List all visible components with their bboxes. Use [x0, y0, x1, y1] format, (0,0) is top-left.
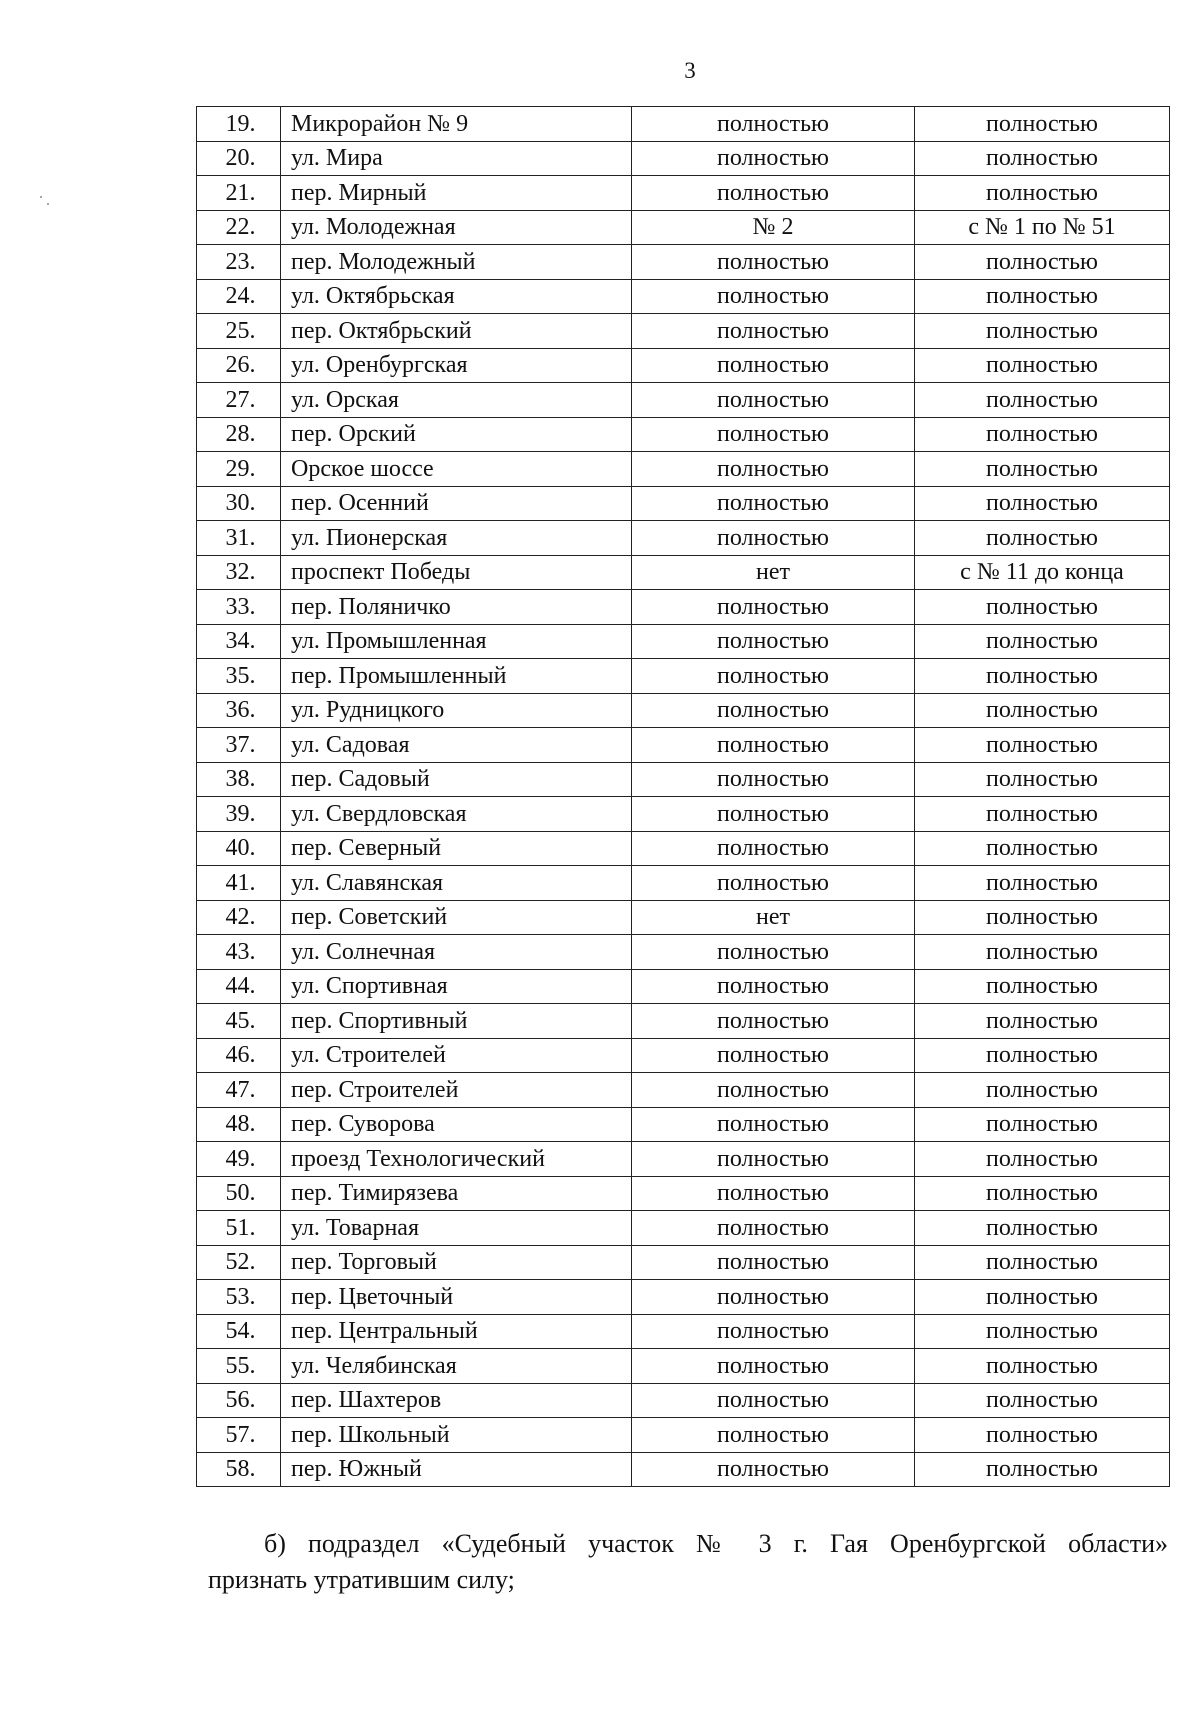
- coverage-b-cell: полностью: [915, 1245, 1170, 1280]
- street-name-cell: ул. Солнечная: [281, 935, 632, 970]
- row-number-cell: 44.: [197, 969, 281, 1004]
- paragraph-line-1: б) подраздел «Судебный участок № 3 г. Гая Оренбургской области»: [264, 1529, 1168, 1558]
- row-number-cell: 39.: [197, 797, 281, 832]
- row-number-cell: 43.: [197, 935, 281, 970]
- coverage-b-cell: с № 1 по № 51: [915, 210, 1170, 245]
- coverage-a-cell: полностью: [632, 417, 915, 452]
- street-name-cell: пер. Молодежный: [281, 245, 632, 280]
- table-row: [197, 1142, 1170, 1177]
- row-number-cell: 49.: [197, 1142, 281, 1177]
- coverage-a-cell: полностью: [632, 1349, 915, 1384]
- coverage-b-cell: полностью: [915, 1314, 1170, 1349]
- street-name-cell: пер. Спортивный: [281, 1004, 632, 1039]
- coverage-b-cell: полностью: [915, 797, 1170, 832]
- street-name-cell: ул. Товарная: [281, 1211, 632, 1246]
- street-name-cell: пер. Центральный: [281, 1314, 632, 1349]
- coverage-b-cell: полностью: [915, 831, 1170, 866]
- table-row: [197, 624, 1170, 659]
- coverage-a-cell: полностью: [632, 1038, 915, 1073]
- coverage-a-cell: полностью: [632, 935, 915, 970]
- row-number-cell: 56.: [197, 1383, 281, 1418]
- row-number-cell: 41.: [197, 866, 281, 901]
- table-row: [197, 590, 1170, 625]
- coverage-a-cell: полностью: [632, 762, 915, 797]
- coverage-a-cell: нет: [632, 900, 915, 935]
- coverage-a-cell: полностью: [632, 383, 915, 418]
- row-number-cell: 57.: [197, 1418, 281, 1453]
- coverage-b-cell: полностью: [915, 624, 1170, 659]
- coverage-b-cell: полностью: [915, 107, 1170, 142]
- closing-paragraph: [208, 1526, 1168, 1598]
- table-row: [197, 383, 1170, 418]
- row-number-cell: 21.: [197, 176, 281, 211]
- row-number-cell: 42.: [197, 900, 281, 935]
- table-row: [197, 1245, 1170, 1280]
- coverage-b-cell: полностью: [915, 417, 1170, 452]
- coverage-b-cell: полностью: [915, 1280, 1170, 1315]
- coverage-b-cell: полностью: [915, 279, 1170, 314]
- coverage-a-cell: полностью: [632, 797, 915, 832]
- coverage-a-cell: полностью: [632, 831, 915, 866]
- coverage-a-cell: полностью: [632, 314, 915, 349]
- street-name-cell: ул. Пионерская: [281, 521, 632, 556]
- table-row: [197, 1280, 1170, 1315]
- table-row: [197, 1107, 1170, 1142]
- row-number-cell: 50.: [197, 1176, 281, 1211]
- coverage-b-cell: полностью: [915, 348, 1170, 383]
- streets-table-body: [197, 107, 1170, 1487]
- coverage-b-cell: полностью: [915, 1349, 1170, 1384]
- street-name-cell: пер. Южный: [281, 1452, 632, 1487]
- row-number-cell: 24.: [197, 279, 281, 314]
- street-name-cell: пер. Школьный: [281, 1418, 632, 1453]
- street-name-cell: пер. Орский: [281, 417, 632, 452]
- table-row: [197, 107, 1170, 142]
- street-name-cell: Микрорайон № 9: [281, 107, 632, 142]
- coverage-b-cell: полностью: [915, 728, 1170, 763]
- street-name-cell: ул. Строителей: [281, 1038, 632, 1073]
- street-name-cell: проспект Победы: [281, 555, 632, 590]
- coverage-a-cell: полностью: [632, 1142, 915, 1177]
- coverage-a-cell: полностью: [632, 1280, 915, 1315]
- coverage-a-cell: полностью: [632, 659, 915, 694]
- paragraph-line-2: признать утратившим силу;: [208, 1565, 515, 1594]
- table-row: [197, 279, 1170, 314]
- street-name-cell: пер. Промышленный: [281, 659, 632, 694]
- table-row: [197, 452, 1170, 487]
- coverage-b-cell: полностью: [915, 762, 1170, 797]
- street-name-cell: пер. Садовый: [281, 762, 632, 797]
- street-name-cell: Орское шоссе: [281, 452, 632, 487]
- row-number-cell: 20.: [197, 141, 281, 176]
- row-number-cell: 37.: [197, 728, 281, 763]
- coverage-b-cell: полностью: [915, 1004, 1170, 1039]
- table-row: [197, 1314, 1170, 1349]
- coverage-b-cell: полностью: [915, 1211, 1170, 1246]
- row-number-cell: 58.: [197, 1452, 281, 1487]
- coverage-a-cell: полностью: [632, 521, 915, 556]
- coverage-a-cell: нет: [632, 555, 915, 590]
- coverage-b-cell: полностью: [915, 452, 1170, 487]
- street-name-cell: ул. Славянская: [281, 866, 632, 901]
- street-name-cell: ул. Октябрьская: [281, 279, 632, 314]
- row-number-cell: 33.: [197, 590, 281, 625]
- coverage-a-cell: полностью: [632, 107, 915, 142]
- coverage-a-cell: полностью: [632, 141, 915, 176]
- coverage-a-cell: № 2: [632, 210, 915, 245]
- table-row: [197, 969, 1170, 1004]
- coverage-b-cell: полностью: [915, 866, 1170, 901]
- table-row: [197, 486, 1170, 521]
- coverage-b-cell: полностью: [915, 176, 1170, 211]
- row-number-cell: 38.: [197, 762, 281, 797]
- table-row: [197, 1073, 1170, 1108]
- coverage-b-cell: полностью: [915, 1418, 1170, 1453]
- coverage-a-cell: полностью: [632, 1211, 915, 1246]
- row-number-cell: 26.: [197, 348, 281, 383]
- coverage-a-cell: полностью: [632, 693, 915, 728]
- table-row: [197, 555, 1170, 590]
- table-row: [197, 314, 1170, 349]
- scan-speck: [40, 196, 42, 198]
- table-row: [197, 1211, 1170, 1246]
- street-name-cell: пер. Мирный: [281, 176, 632, 211]
- street-name-cell: ул. Молодежная: [281, 210, 632, 245]
- table-row: [197, 1383, 1170, 1418]
- table-row: [197, 1418, 1170, 1453]
- coverage-a-cell: полностью: [632, 1314, 915, 1349]
- row-number-cell: 19.: [197, 107, 281, 142]
- coverage-a-cell: полностью: [632, 1073, 915, 1108]
- row-number-cell: 23.: [197, 245, 281, 280]
- table-row: [197, 797, 1170, 832]
- coverage-b-cell: полностью: [915, 1142, 1170, 1177]
- coverage-a-cell: полностью: [632, 348, 915, 383]
- coverage-b-cell: полностью: [915, 141, 1170, 176]
- page-number: 3: [684, 58, 696, 83]
- coverage-a-cell: полностью: [632, 1245, 915, 1280]
- coverage-b-cell: полностью: [915, 1383, 1170, 1418]
- coverage-b-cell: полностью: [915, 486, 1170, 521]
- table-row: [197, 1176, 1170, 1211]
- row-number-cell: 40.: [197, 831, 281, 866]
- row-number-cell: 25.: [197, 314, 281, 349]
- street-name-cell: пер. Советский: [281, 900, 632, 935]
- coverage-a-cell: полностью: [632, 624, 915, 659]
- street-name-cell: ул. Садовая: [281, 728, 632, 763]
- table-row: [197, 935, 1170, 970]
- table-row: [197, 417, 1170, 452]
- coverage-b-cell: полностью: [915, 383, 1170, 418]
- street-name-cell: пер. Осенний: [281, 486, 632, 521]
- row-number-cell: 53.: [197, 1280, 281, 1315]
- street-name-cell: пер. Октябрьский: [281, 314, 632, 349]
- row-number-cell: 46.: [197, 1038, 281, 1073]
- coverage-a-cell: полностью: [632, 1452, 915, 1487]
- table-row: [197, 245, 1170, 280]
- table-row: [197, 1452, 1170, 1487]
- row-number-cell: 29.: [197, 452, 281, 487]
- coverage-b-cell: полностью: [915, 1452, 1170, 1487]
- coverage-b-cell: полностью: [915, 590, 1170, 625]
- scan-speck: [47, 203, 49, 205]
- table-row: [197, 762, 1170, 797]
- coverage-b-cell: полностью: [915, 1038, 1170, 1073]
- table-row: [197, 866, 1170, 901]
- street-name-cell: пер. Торговый: [281, 1245, 632, 1280]
- table-row: [197, 1349, 1170, 1384]
- row-number-cell: 54.: [197, 1314, 281, 1349]
- coverage-a-cell: полностью: [632, 279, 915, 314]
- row-number-cell: 31.: [197, 521, 281, 556]
- row-number-cell: 52.: [197, 1245, 281, 1280]
- street-name-cell: ул. Челябинская: [281, 1349, 632, 1384]
- table-row: [197, 1038, 1170, 1073]
- street-name-cell: пер. Суворова: [281, 1107, 632, 1142]
- table-row: [197, 1004, 1170, 1039]
- coverage-b-cell: полностью: [915, 1073, 1170, 1108]
- row-number-cell: 28.: [197, 417, 281, 452]
- coverage-b-cell: полностью: [915, 659, 1170, 694]
- row-number-cell: 30.: [197, 486, 281, 521]
- street-name-cell: пер. Шахтеров: [281, 1383, 632, 1418]
- row-number-cell: 47.: [197, 1073, 281, 1108]
- coverage-b-cell: полностью: [915, 521, 1170, 556]
- row-number-cell: 27.: [197, 383, 281, 418]
- coverage-a-cell: полностью: [632, 969, 915, 1004]
- street-name-cell: пер. Поляничко: [281, 590, 632, 625]
- table-row: [197, 659, 1170, 694]
- coverage-a-cell: полностью: [632, 486, 915, 521]
- table-row: [197, 141, 1170, 176]
- coverage-b-cell: полностью: [915, 969, 1170, 1004]
- row-number-cell: 45.: [197, 1004, 281, 1039]
- row-number-cell: 51.: [197, 1211, 281, 1246]
- street-name-cell: ул. Мира: [281, 141, 632, 176]
- street-name-cell: пер. Цветочный: [281, 1280, 632, 1315]
- coverage-a-cell: полностью: [632, 1004, 915, 1039]
- coverage-b-cell: полностью: [915, 935, 1170, 970]
- street-name-cell: пер. Северный: [281, 831, 632, 866]
- street-name-cell: ул. Спортивная: [281, 969, 632, 1004]
- row-number-cell: 48.: [197, 1107, 281, 1142]
- streets-table: [196, 106, 1170, 1487]
- coverage-a-cell: полностью: [632, 176, 915, 211]
- table-row: [197, 693, 1170, 728]
- coverage-a-cell: полностью: [632, 1383, 915, 1418]
- street-name-cell: ул. Орская: [281, 383, 632, 418]
- coverage-a-cell: полностью: [632, 452, 915, 487]
- table-row: [197, 900, 1170, 935]
- street-name-cell: пер. Тимирязева: [281, 1176, 632, 1211]
- table-row: [197, 831, 1170, 866]
- coverage-a-cell: полностью: [632, 590, 915, 625]
- table-row: [197, 728, 1170, 763]
- street-name-cell: проезд Технологический: [281, 1142, 632, 1177]
- street-name-cell: пер. Строителей: [281, 1073, 632, 1108]
- table-row: [197, 176, 1170, 211]
- coverage-a-cell: полностью: [632, 728, 915, 763]
- row-number-cell: 35.: [197, 659, 281, 694]
- coverage-a-cell: полностью: [632, 866, 915, 901]
- row-number-cell: 32.: [197, 555, 281, 590]
- coverage-a-cell: полностью: [632, 1418, 915, 1453]
- coverage-b-cell: с № 11 до конца: [915, 555, 1170, 590]
- street-name-cell: ул. Свердловская: [281, 797, 632, 832]
- street-name-cell: ул. Рудницкого: [281, 693, 632, 728]
- coverage-b-cell: полностью: [915, 1176, 1170, 1211]
- row-number-cell: 34.: [197, 624, 281, 659]
- row-number-cell: 22.: [197, 210, 281, 245]
- coverage-a-cell: полностью: [632, 245, 915, 280]
- coverage-b-cell: полностью: [915, 693, 1170, 728]
- coverage-b-cell: полностью: [915, 314, 1170, 349]
- street-name-cell: ул. Промышленная: [281, 624, 632, 659]
- street-name-cell: ул. Оренбургская: [281, 348, 632, 383]
- table-row: [197, 348, 1170, 383]
- streets-table-container: [196, 106, 1169, 1487]
- coverage-b-cell: полностью: [915, 245, 1170, 280]
- table-row: [197, 521, 1170, 556]
- table-row: [197, 210, 1170, 245]
- coverage-a-cell: полностью: [632, 1176, 915, 1211]
- coverage-a-cell: полностью: [632, 1107, 915, 1142]
- row-number-cell: 55.: [197, 1349, 281, 1384]
- coverage-b-cell: полностью: [915, 900, 1170, 935]
- row-number-cell: 36.: [197, 693, 281, 728]
- coverage-b-cell: полностью: [915, 1107, 1170, 1142]
